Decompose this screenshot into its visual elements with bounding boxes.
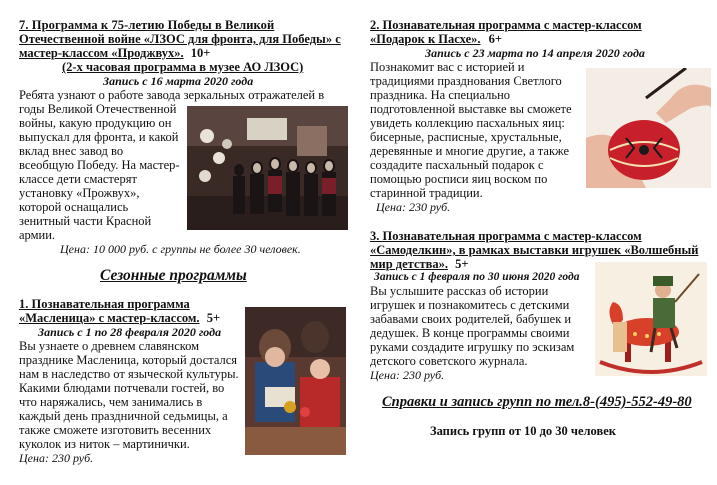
program-2-title-line1: 2. Познавательная программа с мастер-классом [370, 18, 642, 32]
program-3-date: Запись с 1 февраля по 30 июня 2020 года [374, 271, 580, 283]
maslenitsa-photo-graphic [245, 307, 346, 455]
program-3-title-line1: 3. Познавательная программа с мастер-классом [370, 229, 642, 243]
contact-phone-line: Справки и запись групп по тел.8-(495)-552-49-80 [382, 394, 692, 410]
program-7-body-line: зенитный части Красной [19, 214, 152, 228]
program-3-age: 5+ [455, 257, 469, 271]
program-2-body-line: старинной традиции. [370, 186, 483, 200]
program-1-body-line: куколок из ниток – мартинички. [19, 437, 190, 451]
program-7-body-line: армии. [19, 228, 56, 242]
program-2-body-line: подготовленной выставке вы сможете [370, 102, 572, 116]
program-2-title-line2 [370, 32, 502, 47]
program-2-body-line: Познакомит вас с историей и [370, 60, 525, 74]
program-2-age: 6+ [488, 32, 503, 46]
program-7-body-line: всеобщую Победу. На мастер- [19, 158, 180, 172]
painted-easter-egg-photo [586, 68, 711, 188]
program-7-body-line: годы Великой Отечественной [19, 102, 177, 116]
program-1-age: 5+ [206, 311, 221, 325]
program-7-price: Цена: 10 000 руб. с группы не более 30 человек. [60, 242, 301, 256]
program-2-price: Цена: 230 руб. [376, 200, 451, 214]
program-1-date: Запись с 1 по 28 февраля 2020 года [38, 325, 222, 339]
program-7-subtitle: (2-х часовая программа в музее АО ЛЗОС) [62, 60, 304, 74]
program-7-body-line: Ребята узнают о работе завода зеркальных отражателей в [19, 88, 325, 102]
children-with-dolls-photo [245, 307, 346, 455]
program-3-body-line: дедушек. В конце программы своими [370, 326, 570, 340]
program-1-body-line: Какими блюдами потчевали гостей, во [19, 381, 225, 395]
program-3-price: Цена: 230 руб. [370, 368, 445, 382]
program-7-title-line2: Отечественной войне «ЛЗОС для фронта, для Победы» с [19, 32, 341, 46]
program-2-body-line: помощью росписи яиц воском по [370, 172, 548, 186]
program-3-body-line: игрушек и познакомитесь с детскими [370, 298, 570, 312]
program-7-title-line3 [19, 46, 210, 61]
program-2-body-line: традициями празднования Светлого [370, 74, 562, 88]
program-3-title-line3-text: мир детства». [370, 257, 449, 271]
program-7-body-line: выпускал для фронта, и какой [19, 130, 179, 144]
program-2-body-line: создадите пасхальный подарок с [370, 158, 544, 172]
program-1-title-line1: 1. Познавательная программа [19, 297, 190, 311]
program-7-body-line: войны, какую продукцию он [19, 116, 172, 130]
museum-photo-graphic [187, 106, 348, 230]
program-7-body-line: которой оснащались [19, 200, 129, 214]
left-column [0, 0, 350, 485]
program-2-body-line: увидеть коллекцию пасхальных яиц: [370, 116, 565, 130]
program-3-body-line: Вы услышите рассказ об истории [370, 284, 549, 298]
program-1-body-line: Вы узнаете о древнем славянском [19, 339, 200, 353]
group-size-note: Запись групп от 10 до 30 человек [430, 424, 616, 438]
program-7-body-line: классе дети смастерят [19, 172, 137, 186]
program-7-body-line: установку «Прожвух», [19, 186, 140, 200]
program-2-date: Запись с 23 марта по 14 апреля 2020 года [425, 46, 645, 60]
program-7-age: 10+ [190, 46, 211, 60]
program-2-body-line: праздника. На специально [370, 88, 511, 102]
program-3-body-line: забавами своих родителей, бабушек и [370, 312, 572, 326]
program-3-body-line: детского советского журнала. [370, 354, 528, 368]
easter-egg-graphic [586, 68, 711, 188]
right-column [360, 0, 717, 485]
program-1-body-line: празднике Масленица, который достался [19, 353, 238, 367]
program-2-title-line2-text: «Подарок к Пасхе». [370, 32, 481, 46]
program-1-body-line: каждый день праздничной седьмицы, а [19, 409, 228, 423]
program-1-title-line2-text: «Масленица» с мастер-классом. [19, 311, 200, 325]
program-7-body-line: вклад внес завод во [19, 144, 124, 158]
program-7-title-line1: 7. Программа к 75-летию Победы в Великой [19, 18, 275, 32]
program-1-body-line: также сможете изготовить весенних [19, 423, 212, 437]
seasonal-programs-heading: Сезонные программы [100, 267, 247, 284]
program-1-title-line2 [19, 311, 220, 326]
program-3-title-line2: «Самоделкин», в рамках выставки игрушек «Волшебный [370, 243, 699, 257]
program-1-body-line: нам в наследство от языческой культуры. [19, 367, 239, 381]
rocking-horse-graphic [595, 262, 707, 376]
program-2-body-line: бисерные, расписные, хрустальные, [370, 130, 562, 144]
rocking-horse-toy-illustration [595, 262, 707, 376]
museum-visitors-photo [187, 106, 348, 230]
program-3-body-line: руками создадите игрушку по эскизам [370, 340, 575, 354]
program-1-body-line: что наряжались, чем занимались в [19, 395, 203, 409]
program-7-title-line3-text: мастер-классом «Проджвух». [19, 46, 184, 60]
program-2-body-line: деревянные и многие другие, а также [370, 144, 570, 158]
program-7-date: Запись с 16 марта 2020 года [103, 74, 254, 88]
program-3-title-line3 [370, 257, 469, 272]
program-1-price: Цена: 230 руб. [19, 451, 94, 465]
